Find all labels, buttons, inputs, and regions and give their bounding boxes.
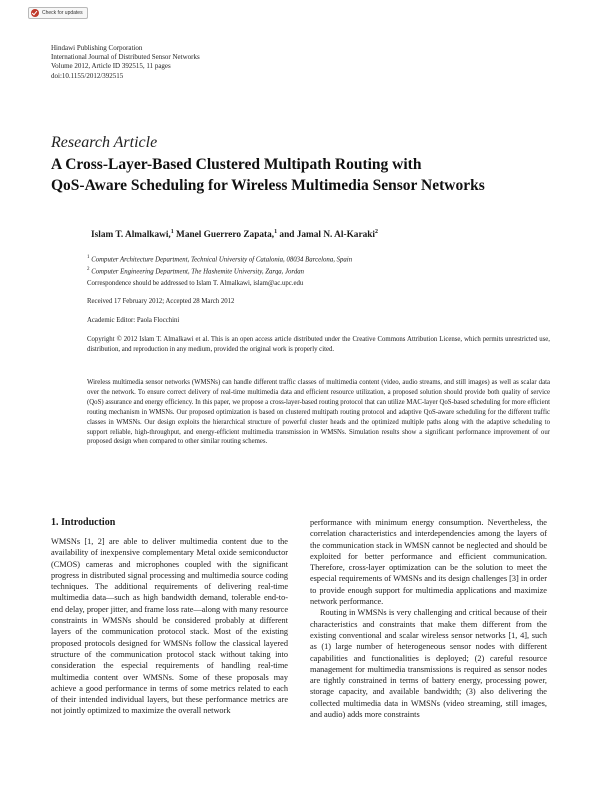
received-dates: Received 17 February 2012; Accepted 28 March 2012 <box>87 298 235 305</box>
copyright-notice: Copyright © 2012 Islam T. Almalkawi et al. This is an open access article distributed under the Creative Commons Attribution License, which permits unrestricted use, distribution, and reproduction in any medium, provided the original work is properly cited. <box>87 336 550 353</box>
author-list <box>91 229 378 240</box>
paragraph: performance with minimum energy consumption. Nevertheless, the correlation characteristics and interdependencies among the layers of the communication stack in WMSN cannot be neglected and should be exploited for better performance and efficient communication. Therefore, cross-layer optimization can be the solution to meet the especial requirements of WMSNs and its design challenges [3] in order to provide enough support for multimedia applications and maximize network performance. <box>310 518 547 607</box>
volume-info: Volume 2012, Article ID 392515, 11 pages <box>51 62 171 71</box>
title-line-2: QoS-Aware Scheduling for Wireless Multimedia Sensor Networks <box>51 177 485 194</box>
author-affil-mark: 1 <box>274 229 278 235</box>
author-name: Islam T. Almalkawi, <box>91 230 171 241</box>
publisher: Hindawi Publishing Corporation <box>51 44 143 52</box>
author-name: Manel Guerrero Zapata, <box>173 230 275 241</box>
paragraph: WMSNs [1, 2] are able to deliver multimedia content due to the availability of inexpensive complementary Metal oxide semiconductor (CMOS) cameras and microphones coupled with the significant progress in distributed signal processing and multimedia source coding techniques. The additional requirements of delivering real-time multimedia data—such as high bandwidth demand, tolerable end-to-end delay, proper jitter, and frame loss rate—along with many resource constraints in WMSNs should be considered probably at different layers of the communication protocol stack. Most of the existing proposed protocols designed for WMSNs follow the classical layered structure of the communication protocol stack without taking into consideration the especial requirements of handling real-time multimedia content over WMSNs. Some of these proposals may achieve a good performance in terms of some metrics related to each of their intended individual layers, but these performance metrics are not jointly optimized to maximize the overall network <box>51 537 288 716</box>
journal-header <box>51 44 200 81</box>
badge-label: Check for updates <box>42 10 83 16</box>
doi: doi:10.1155/2012/392515 <box>51 71 124 80</box>
article-type: Research Article <box>51 134 158 151</box>
check-for-updates-badge[interactable] <box>28 7 88 19</box>
title-line-1: A Cross-Layer-Based Clustered Multipath Routing with <box>51 156 422 173</box>
affiliation <box>87 265 352 277</box>
affil-mark: 2 <box>87 267 90 273</box>
paragraph: Routing in WMSNs is very challenging and critical because of their characteristics and constraints that make them different from the existing conventional and scalar wireless sensor networks [1, 4], such as (1) large number of heterogeneous sensor nodes with different capabilities and functionalities is deployed; (2) careful resource management for multimedia transmissions is required as sensor nodes are tightly constrained in terms of battery energy, processing power, storage capacity, and available bandwidth; (3) also delivering the collected multimedia data in WMSNs (video streaming, still images, and audio) adds more constraints <box>310 608 547 720</box>
academic-editor: Academic Editor: Paola Flocchini <box>87 317 180 324</box>
abstract: Wireless multimedia sensor networks (WMSNs) can handle different traffic classes of multimedia content (video, audio streams, and still images) as well as scalar data over the network. To ensure correct delivery of real-time multimedia data and efficient resource utilization, a proposed solution should provide both quality of service (QoS) assurance and energy efficiency. In this paper, we propose a cross-layer-based routing protocol that can utilize MAC-layer QoS-based scheduling for more efficient routing mechanism in WMSNs. Our proposed optimization is based on clustered multipath routing protocol and adaptive QoS-aware scheduling for the different traffic classes in WMSNs. Our design exploits the hierarchical structure of powerful cluster heads and the optimized multiple paths along with the adaptive scheduling to support reliable, high-throughput, and energy-efficient multimedia transmission in WMSNs. Simulation results show a significant performance improvement of our proposed design when compared to other similar routing schemes. <box>87 379 550 446</box>
affiliation <box>87 253 352 265</box>
author-affil-mark: 2 <box>374 229 378 235</box>
check-icon <box>31 9 39 17</box>
affil-text: Computer Architecture Department, Technical University of Catalonia, 08034 Barcelona, Spain <box>89 256 353 264</box>
author-affil-mark: 1 <box>170 229 174 235</box>
right-column <box>310 517 547 720</box>
journal-name: International Journal of Distributed Sensor Networks <box>51 53 200 62</box>
author-name: and Jamal N. Al-Karaki <box>277 230 375 241</box>
section-heading: 1. Introduction <box>51 517 116 528</box>
correspondence: Correspondence should be addressed to Islam T. Almalkawi, islam@ac.upc.edu <box>87 280 304 287</box>
paper-title <box>51 154 571 196</box>
affil-text: Computer Engineering Department, The Hashemite University, Zarqa, Jordan <box>89 268 305 276</box>
affil-mark: 1 <box>87 255 90 260</box>
left-column <box>51 536 288 717</box>
affiliations <box>87 253 352 278</box>
